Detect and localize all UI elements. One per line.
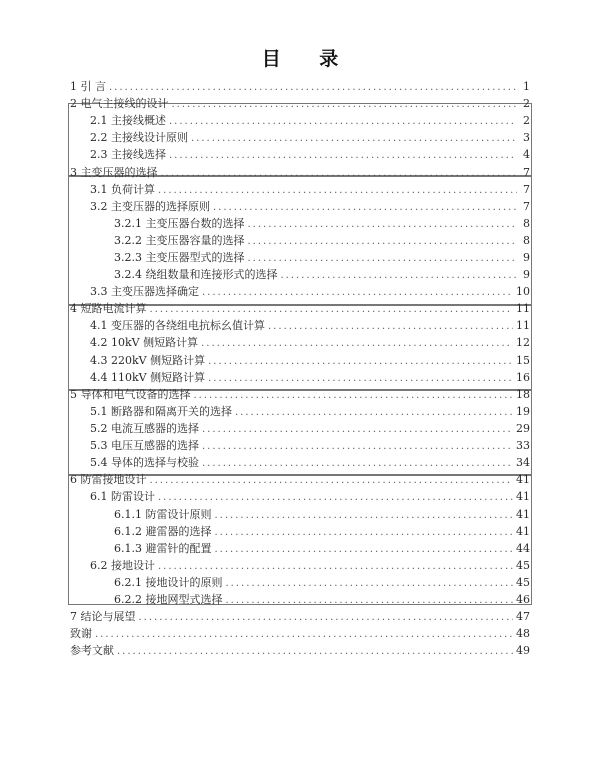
- dot-leader: [117, 644, 513, 660]
- toc-entry-page-number: 34: [516, 456, 530, 469]
- toc-entry-page-number: 2: [523, 97, 530, 110]
- dot-leader: [202, 456, 513, 472]
- dot-leader: [194, 388, 514, 404]
- dot-leader: [172, 97, 518, 113]
- toc-entry-page-number: 7: [523, 200, 530, 213]
- toc-entry-page-number: 41: [516, 508, 530, 521]
- toc-entry[interactable]: [114, 575, 530, 591]
- dot-leader: [202, 285, 513, 301]
- toc-entry[interactable]: [90, 318, 530, 334]
- toc-entry-page-number: 16: [516, 371, 530, 384]
- toc-title: 目 录: [261, 48, 355, 70]
- dot-leader: [95, 627, 513, 643]
- toc-entry-label: 3.2.2 主变压器容量的选择: [114, 234, 245, 247]
- toc-entry[interactable]: [114, 267, 530, 283]
- toc-entry-label: 6.2.2 接地网型式选择: [114, 593, 223, 606]
- toc-entry-page-number: 19: [516, 405, 530, 418]
- dot-leader: [215, 525, 514, 541]
- toc-entry-label: 5.3 电压互感器的选择: [90, 439, 199, 452]
- dot-leader: [248, 234, 518, 250]
- toc-entry-page-number: 8: [523, 217, 530, 230]
- toc-entry[interactable]: [70, 626, 530, 642]
- toc-entry[interactable]: [70, 96, 530, 112]
- dot-leader: [158, 183, 517, 199]
- toc-entry-label: 6.2 接地设计: [90, 559, 155, 572]
- toc-entry-page-number: 48: [516, 627, 530, 640]
- dot-leader: [248, 217, 518, 233]
- toc-entry-page-number: 41: [516, 473, 530, 486]
- dot-leader: [202, 422, 513, 438]
- dot-leader: [268, 319, 513, 335]
- toc-entry-label: 参考文献: [70, 644, 114, 657]
- toc-entry[interactable]: [70, 79, 530, 95]
- toc-entry[interactable]: [90, 353, 530, 369]
- toc-entry[interactable]: [90, 199, 530, 215]
- dot-leader: [158, 559, 513, 575]
- toc-entry-label: 3.3 主变压器选择确定: [90, 285, 199, 298]
- dot-leader: [201, 336, 513, 352]
- toc-entry-label: 5.2 电流互感器的选择: [90, 422, 199, 435]
- toc-entry-label: 4.3 220kV 侧短路计算: [90, 354, 206, 367]
- toc-entry-page-number: 9: [523, 251, 530, 264]
- toc-entry-label: 3.2.4 绕组数量和连接形式的选择: [114, 268, 278, 281]
- dot-leader: [150, 473, 514, 489]
- toc-entry-label: 2.1 主接线概述: [90, 114, 166, 127]
- toc-entry-page-number: 9: [523, 268, 530, 281]
- toc-entry-page-number: 11: [516, 319, 530, 332]
- toc-entry-label: 5.1 断路器和隔离开关的选择: [90, 405, 232, 418]
- toc-entry-page-number: 12: [516, 336, 530, 349]
- dot-leader: [191, 131, 517, 147]
- dot-leader: [150, 302, 514, 318]
- toc-entry-page-number: 10: [516, 285, 530, 298]
- dot-leader: [139, 610, 514, 626]
- toc-entry-label: 7 结论与展望: [70, 610, 136, 623]
- toc-entry[interactable]: [70, 301, 530, 317]
- dot-leader: [235, 405, 513, 421]
- toc-entry[interactable]: [90, 489, 530, 505]
- toc-entry-page-number: 29: [516, 422, 530, 435]
- toc-entry-label: 3.2.1 主变压器台数的选择: [114, 217, 245, 230]
- toc-entry-label: 3.1 负荷计算: [90, 183, 155, 196]
- toc-entry[interactable]: [90, 113, 530, 129]
- toc-entry[interactable]: [90, 558, 530, 574]
- dot-leader: [161, 166, 518, 182]
- toc-entry[interactable]: [114, 216, 530, 232]
- toc-entry-page-number: 45: [516, 559, 530, 572]
- toc-entry-label: 3.2.3 主变压器型式的选择: [114, 251, 245, 264]
- dot-leader: [281, 268, 518, 284]
- toc-entry[interactable]: [90, 182, 530, 198]
- toc-entry-label: 4.1 变压器的各绕组电抗标幺值计算: [90, 319, 265, 332]
- dot-leader: [208, 371, 513, 387]
- dot-leader: [169, 148, 517, 164]
- dot-leader: [213, 200, 517, 216]
- toc-entry-page-number: 45: [516, 576, 530, 589]
- dot-leader: [169, 114, 517, 130]
- toc-entry[interactable]: [114, 592, 530, 608]
- toc-entry-label: 6.1.1 防雷设计原则: [114, 508, 212, 521]
- dot-leader: [202, 439, 513, 455]
- toc-entry-label: 致谢: [70, 627, 92, 640]
- toc-entry[interactable]: [90, 455, 530, 471]
- toc-entry-label: 6.2.1 接地设计的原则: [114, 576, 223, 589]
- toc-entry-page-number: 8: [523, 234, 530, 247]
- toc-entry[interactable]: [114, 250, 530, 266]
- toc-entry[interactable]: [114, 233, 530, 249]
- dot-leader: [215, 508, 514, 524]
- toc-entry[interactable]: [70, 387, 530, 403]
- toc-entry-page-number: 1: [523, 80, 530, 93]
- toc-entry-page-number: 33: [516, 439, 530, 452]
- toc-entry-page-number: 46: [516, 593, 530, 606]
- toc-entry-label: 6 防雷接地设计: [70, 473, 147, 486]
- toc-entry[interactable]: [90, 370, 530, 386]
- toc-entry-label: 3.2 主变压器的选择原则: [90, 200, 210, 213]
- toc-entry[interactable]: [114, 541, 530, 557]
- dot-leader: [226, 576, 514, 592]
- toc-entry-page-number: 4: [523, 148, 530, 161]
- toc-entry[interactable]: [70, 472, 530, 488]
- toc-entry-label: 4.2 10kV 侧短路计算: [90, 336, 199, 349]
- toc-entry-label: 2.2 主接线设计原则: [90, 131, 188, 144]
- toc-entry[interactable]: [90, 438, 530, 454]
- toc-entry-page-number: 47: [516, 610, 530, 623]
- toc-entry-page-number: 11: [516, 302, 530, 315]
- toc-entry-page-number: 41: [516, 525, 530, 538]
- toc-entry-page-number: 44: [516, 542, 530, 555]
- toc-entry-label: 3 主变压器的选择: [70, 166, 158, 179]
- dot-leader: [158, 490, 513, 506]
- toc-entry[interactable]: [114, 507, 530, 523]
- toc-entry[interactable]: [90, 147, 530, 163]
- toc-entry-label: 2.3 主接线选择: [90, 148, 166, 161]
- dot-leader: [215, 542, 514, 558]
- dot-leader: [109, 80, 517, 96]
- toc-entry[interactable]: [90, 284, 530, 300]
- toc-entry-page-number: 15: [516, 354, 530, 367]
- toc-entry-page-number: 49: [516, 644, 530, 657]
- toc-entry[interactable]: [70, 165, 530, 181]
- toc-entry-label: 4 短路电流计算: [70, 302, 147, 315]
- toc-entry-page-number: 3: [523, 131, 530, 144]
- toc-entry-label: 5.4 导体的选择与校验: [90, 456, 199, 469]
- toc-entry[interactable]: [90, 404, 530, 420]
- toc-entry[interactable]: [114, 524, 530, 540]
- toc-entry-label: 4.4 110kV 侧短路计算: [90, 371, 206, 384]
- toc-entry-label: 1 引 言: [70, 80, 106, 93]
- toc-entry-label: 5 导体和电气设备的选择: [70, 388, 191, 401]
- toc-entry-page-number: 41: [516, 490, 530, 503]
- toc-entry-label: 6.1 防雷设计: [90, 490, 155, 503]
- toc-entry-page-number: 2: [523, 114, 530, 127]
- toc-entry-page-number: 7: [523, 183, 530, 196]
- toc-entry-page-number: 7: [523, 166, 530, 179]
- toc-entry[interactable]: [70, 643, 530, 659]
- toc-entry[interactable]: [90, 421, 530, 437]
- dot-leader: [208, 354, 513, 370]
- toc-entry[interactable]: [70, 609, 530, 625]
- toc-entry[interactable]: [90, 335, 530, 351]
- toc-entry-label: 2 电气主接线的设计: [70, 97, 169, 110]
- dot-leader: [226, 593, 514, 609]
- toc-entry[interactable]: [90, 130, 530, 146]
- toc-entry-label: 6.1.3 避雷针的配置: [114, 542, 212, 555]
- dot-leader: [248, 251, 518, 267]
- toc-entry-label: 6.1.2 避雷器的选择: [114, 525, 212, 538]
- toc-entry-page-number: 18: [516, 388, 530, 401]
